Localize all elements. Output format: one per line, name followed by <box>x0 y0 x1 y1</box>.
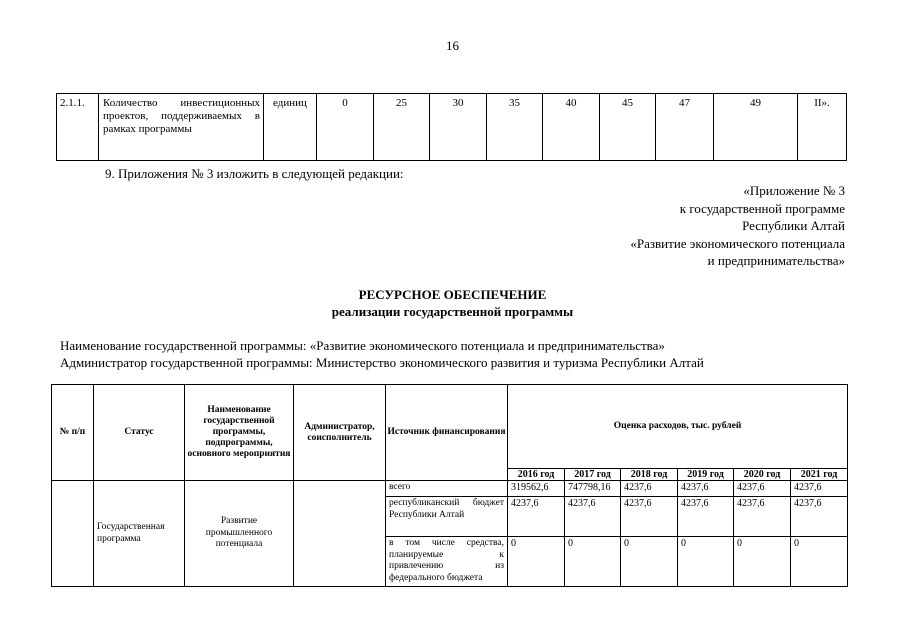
program-name-cell: Развитие промышленного потенциала <box>185 481 294 587</box>
indicator-value: 45 <box>600 94 656 161</box>
value-cell: 4237,6 <box>791 497 848 537</box>
year-header: 2021 год <box>791 469 848 481</box>
value-cell: 4237,6 <box>508 497 565 537</box>
value-cell: 4237,6 <box>621 481 678 497</box>
value-cell: 4237,6 <box>565 497 621 537</box>
amendment-paragraph: 9. Приложения № 3 изложить в следующей редакции: <box>105 166 404 181</box>
value-cell: 4237,6 <box>621 497 678 537</box>
year-header: 2019 год <box>678 469 734 481</box>
value-cell: 0 <box>678 537 734 587</box>
header-name: Наименование государственной программы, подпрограммы, основного мероприятия <box>185 385 294 481</box>
value-cell: 0 <box>621 537 678 587</box>
value-cell: 4237,6 <box>734 497 791 537</box>
value-cell: 747798,16 <box>565 481 621 497</box>
program-info <box>60 337 704 371</box>
indicator-number: 2.1.1. <box>57 94 99 161</box>
header-row <box>52 385 848 469</box>
source-cell: в том числе средства, планируемые к привлечению из федерального бюджета <box>386 537 508 587</box>
title-line: реализации государственной программы <box>331 304 574 319</box>
row-num-cell <box>52 481 94 587</box>
value-cell: 0 <box>565 537 621 587</box>
year-header: 2018 год <box>621 469 678 481</box>
indicator-row <box>57 94 847 161</box>
year-header: 2017 год <box>565 469 621 481</box>
title-line: РЕСУРСНОЕ ОБЕСПЕЧЕНИЕ <box>358 287 547 302</box>
value-cell: 4237,6 <box>734 481 791 497</box>
indicator-value: 30 <box>430 94 487 161</box>
value-cell: 4237,6 <box>678 497 734 537</box>
value-cell: 0 <box>734 537 791 587</box>
header-num: № п/п <box>52 385 94 481</box>
appendix-reference <box>630 182 845 270</box>
status-cell: Государственная программа <box>94 481 185 587</box>
appendix-line: и предпринимательства» <box>707 253 845 268</box>
year-header: 2016 год <box>508 469 565 481</box>
table-row <box>52 481 848 497</box>
header-source: Источник финансирования <box>386 385 508 481</box>
header-estimate: Оценка расходов, тыс. рублей <box>508 385 848 469</box>
appendix-line: «Развитие экономического потенциала <box>630 235 845 251</box>
value-cell: 319562,6 <box>508 481 565 497</box>
value-cell: 4237,6 <box>791 481 848 497</box>
indicator-value: 49 <box>714 94 798 161</box>
indicator-value: 40 <box>543 94 600 161</box>
admin-cell <box>294 481 386 587</box>
indicator-table <box>56 93 847 161</box>
value-cell: 0 <box>791 537 848 587</box>
indicator-value: II». <box>798 94 847 161</box>
source-cell: республиканский бюджет Республики Алтай <box>386 497 508 537</box>
document-title <box>0 286 905 320</box>
administrator-line: Администратор государственной программы: Министерство экономического развития и туризма Республики Алтай <box>60 355 704 370</box>
appendix-line: Республики Алтай <box>742 218 845 233</box>
indicator-value: 47 <box>656 94 714 161</box>
program-name-line: Наименование государственной программы: «Развитие экономического потенциала и предпринимательства» <box>60 338 665 353</box>
resource-table <box>51 384 848 587</box>
indicator-value: 0 <box>317 94 374 161</box>
indicator-value: 25 <box>374 94 430 161</box>
indicator-name: Количество инвестиционных проектов, поддерживаемых в рамках программы <box>99 94 264 161</box>
indicator-unit: единиц <box>264 94 317 161</box>
value-cell: 4237,6 <box>678 481 734 497</box>
source-cell: всего <box>386 481 508 497</box>
value-cell: 0 <box>508 537 565 587</box>
header-admin: Администратор, соисполнитель <box>294 385 386 481</box>
appendix-line: «Приложение № 3 <box>743 183 845 198</box>
header-status: Статус <box>94 385 185 481</box>
page-number: 16 <box>446 38 459 53</box>
indicator-value: 35 <box>487 94 543 161</box>
appendix-line: к государственной программе <box>679 200 845 216</box>
year-header: 2020 год <box>734 469 791 481</box>
